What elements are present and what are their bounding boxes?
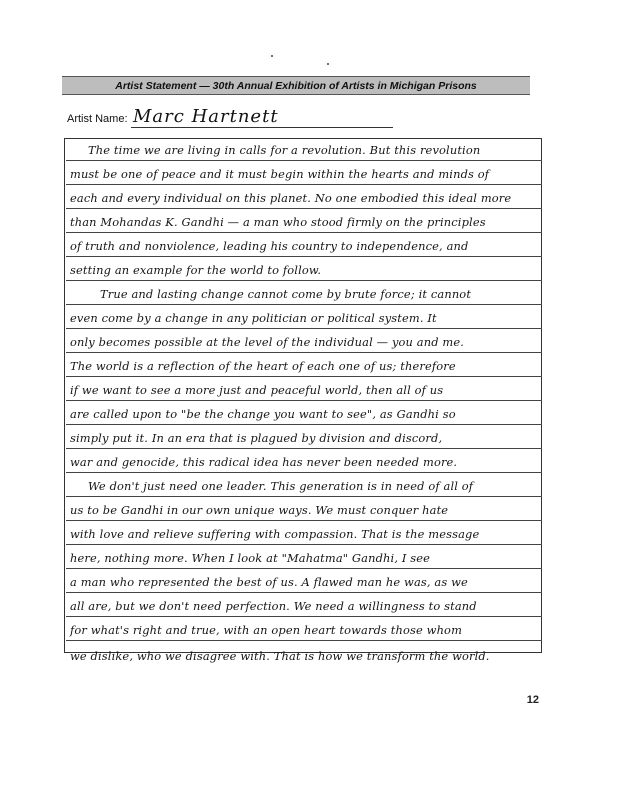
statement-line: we dislike, who we disagree with. That is how we transform the world. <box>70 649 490 663</box>
page-number: 12 <box>526 694 539 706</box>
statement-line: a man who represented the best of us. A flawed man he was, as we <box>66 572 542 593</box>
statement-line: with love and relieve suffering with compassion. That is the message <box>66 524 542 545</box>
statement-line: here, nothing more. When I look at "Mahatma" Gandhi, I see <box>66 548 542 569</box>
statement-line: The time we are living in calls for a revolution. But this revolution <box>66 140 542 161</box>
artist-name-row <box>67 108 367 130</box>
statement-line: True and lasting change cannot come by brute force; it cannot <box>66 284 542 305</box>
statement-line: us to be Gandhi in our own unique ways. We must conquer hate <box>66 500 542 521</box>
statement-line: of truth and nonviolence, leading his country to independence, and <box>66 236 542 257</box>
statement-line: We don't just need one leader. This generation is in need of all of <box>66 476 542 497</box>
scan-speck <box>327 63 329 65</box>
statement-line: The world is a reflection of the heart of each one of us; therefore <box>66 356 542 377</box>
statement-line: each and every individual on this planet. No one embodied this ideal more <box>66 188 542 209</box>
statement-line: all are, but we don't need perfection. We need a willingness to stand <box>66 596 542 617</box>
statement-banner <box>62 76 530 95</box>
statement-line: even come by a change in any politician or political system. It <box>66 308 542 329</box>
statement-line: simply put it. In an era that is plagued by division and discord, <box>66 428 542 449</box>
statement-line: must be one of peace and it must begin within the hearts and minds of <box>66 164 542 185</box>
statement-line: if we want to see a more just and peaceful world, then all of us <box>66 380 542 401</box>
statement-line: than Mohandas K. Gandhi — a man who stood firmly on the principles <box>66 212 542 233</box>
statement-line: for what's right and true, with an open heart towards those whom <box>66 620 542 641</box>
artist-name-value: Marc Hartnett <box>133 106 279 127</box>
statement-line: setting an example for the world to follow. <box>66 260 542 281</box>
scan-speck <box>271 55 273 57</box>
statement-line: only becomes possible at the level of the individual — you and me. <box>66 332 542 353</box>
artist-name-label: Artist Name: <box>67 113 128 125</box>
statement-line: war and genocide, this radical idea has never been needed more. <box>66 452 542 473</box>
artist-name-underline <box>131 127 393 128</box>
statement-line: are called upon to "be the change you want to see", as Gandhi so <box>66 404 542 425</box>
banner-title: Artist Statement — 30th Annual Exhibition of Artists in Michigan Prisons <box>115 79 477 92</box>
